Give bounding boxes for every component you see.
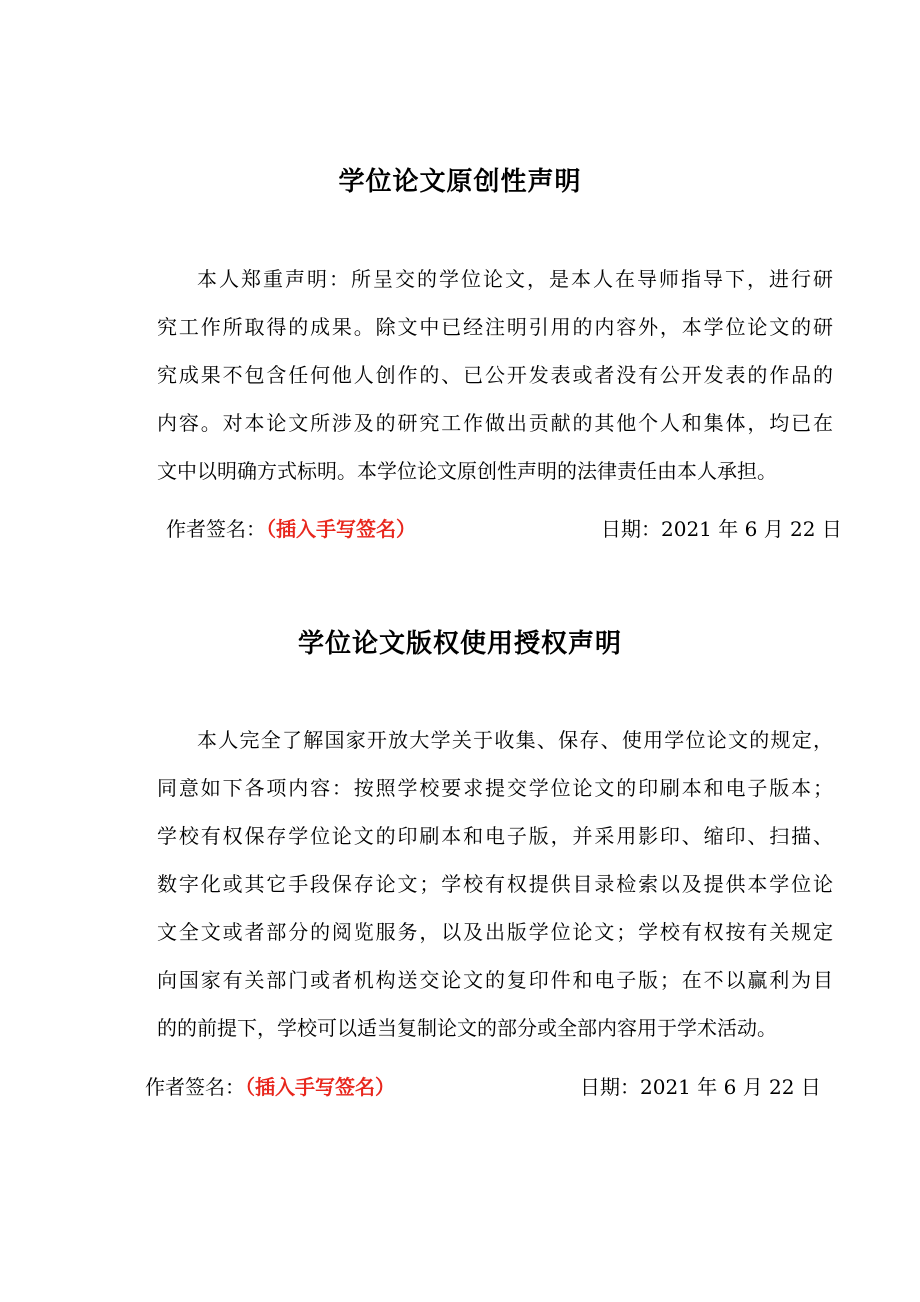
copyright-title: 学位论文版权使用授权声明 [297,629,622,659]
copyright-line-3: 学校有权保存学位论文的印刷本和电子版，并采用影印、缩印、扫描、 [157,824,833,848]
copyright-signature-placeholder: （插入手写签名） [245,1075,395,1099]
copyright-line-7: 的的前提下，学校可以适当复制论文的部分或全部内容用于学术活动。 [157,1016,777,1040]
copyright-line-2: 同意如下各项内容：按照学校要求提交学位论文的印刷本和电子版本； [157,776,833,800]
copyright-line-5: 文全文或者部分的阅览服务，以及出版学位论文；学校有权按有关规定 [157,920,833,944]
originality-signature-row [166,515,416,543]
originality-date: 日期：2021 年 6 月 22 日 [601,517,842,541]
copyright-line-6: 向国家有关部门或者机构送交论文的复印件和电子版；在不以赢利为目 [157,968,833,992]
originality-line-5: 文中以明确方式标明。本学位论文原创性声明的法律责任由本人承担。 [157,459,777,483]
copyright-signature-row [145,1073,395,1101]
originality-line-4: 内容。对本论文所涉及的研究工作做出贡献的其他个人和集体，均已在 [157,411,833,435]
originality-signature-label: 作者签名： [166,517,266,541]
copyright-line-4: 数字化或其它手段保存论文；学校有权提供目录检索以及提供本学位论 [157,872,833,896]
originality-line-3: 究成果不包含任何他人创作的、已公开发表或者没有公开发表的作品的 [157,363,833,387]
originality-line-2: 究工作所取得的成果。除文中已经注明引用的内容外，本学位论文的研 [157,315,833,339]
originality-title: 学位论文原创性声明 [338,167,582,197]
originality-line-1: 本人郑重声明：所呈交的学位论文，是本人在导师指导下，进行研 [197,267,833,291]
copyright-signature-label: 作者签名： [145,1075,245,1099]
copyright-line-1: 本人完全了解国家开放大学关于收集、保存、使用学位论文的规定， [197,728,833,752]
copyright-date: 日期：2021 年 6 月 22 日 [580,1075,821,1099]
originality-signature-placeholder: （插入手写签名） [266,517,416,541]
